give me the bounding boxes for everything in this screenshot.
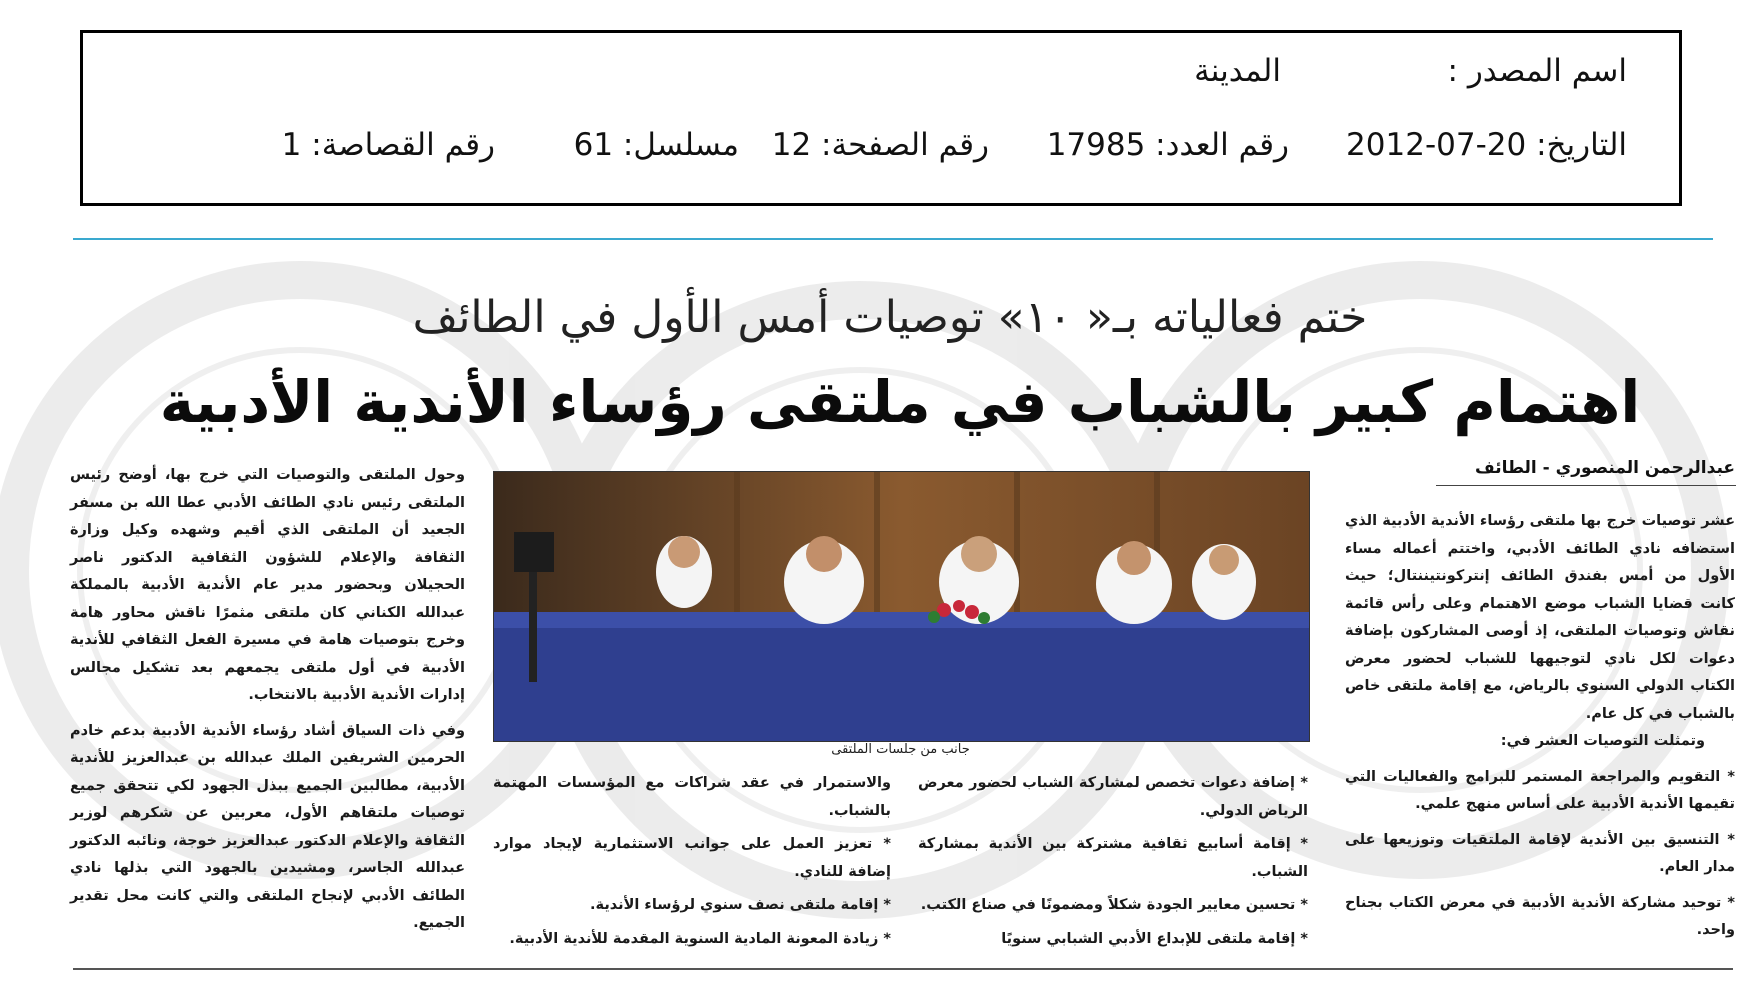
bottom-rule [73,968,1733,970]
source-value: المدينة [1194,53,1281,89]
photo-caption: جانب من جلسات الملتقى [831,742,970,757]
source-label: اسم المصدر : [1447,53,1627,89]
date-field: التاريخ: 20-07-2012 [1346,127,1627,163]
meeting-photo-drawing [494,472,1309,741]
meeting-photo [493,471,1310,742]
paragraph: عشر توصيات خرج بها ملتقى رؤساء الأندية الأدبية الذي استضافه نادي الطائف الأدبي، واختتم أعماله مساء الأول من أمس بفندق الطائف إنتركونتيننتال؛ حيث كانت قضايا الشباب موضع الاهتمام وعلى رأس قائمة نقاش وتوصيات الملتقى، إذ أوصى المشاركون بإضافة دعوات لكل نادي لتوجيهها للشباب لحضور معرض الكتاب الدولي السنوي بالرياض، مع إقامة ملتقى خاص بالشباب في كل عام. [1345,513,1735,722]
list-item: * إقامة ملتقى نصف سنوي لرؤساء الأندية. [590,897,891,913]
article-column-3 [493,770,891,953]
paragraph: وتمثلت التوصيات العشر في: [1500,733,1705,749]
page-number: رقم الصفحة: 12 [771,127,989,163]
byline-rule [1436,485,1736,486]
list-item: * إضافة دعوات تخصص لمشاركة الشباب لحضور معرض الرياض الدولي. [918,775,1308,819]
list-item: * زيادة المعونة المادية السنوية المقدمة للأندية الأدبية. [509,930,891,947]
list-item: * تعزيز العمل على جوانب الاستثمارية لإيجاد موارد إضافة للنادي. [493,836,891,880]
list-item: * توحيد مشاركة الأندية الأدبية في معرض الكتاب بجناح واحد. [1345,894,1735,938]
byline: عبدالرحمن المنصوري - الطائف [1474,458,1735,478]
article-column-4 [70,462,465,938]
article-column-1 [1345,508,1735,945]
article-column-2 [918,770,1308,953]
paragraph: وحول الملتقى والتوصيات التي خرج بها، أوضح رئيس الملتقى رئيس نادي الطائف الأدبي عطا الله بن مسفر الجعيد أن الملتقى الذي أقيم وشهده وكيل وزارة الثقافة والإعلام للشؤون الثقافية الدكتور ناصر الحجيلان وبحضور مدير عام الأندية الأدبية بالمملكة عبدالله الكناني كان ملتقى مثمرًا ناقش محاور هامة وخرج بتوصيات هامة في مسيرة الفعل الثقافي للأندية الأدبية في أول ملتقى يجمعهم بعد تشكيل مجالس إدارات الأندية الأدبية بالانتخاب. [70,467,465,703]
clip-number: رقم القصاصة: 1 [281,127,495,163]
list-item: * التنسيق بين الأندية لإقامة الملتقيات وتوزيعها على مدار العام. [1345,831,1735,875]
serial-number: مسلسل: 61 [573,127,739,163]
list-item: * التقويم والمراجعة المستمر للبرامج والفعاليات التي تقيمها الأندية الأدبية على أساس منهج علمي. [1345,768,1735,812]
source-info-box [80,30,1682,206]
list-item: * إقامة أسابيع ثقافية مشتركة بين الأندية بمشاركة الشباب. [918,836,1308,880]
list-item: * تحسين معايير الجودة شكلاً ومضمونًا في صناع الكتب. [920,897,1308,913]
issue-number: رقم العدد: 17985 [1046,127,1289,163]
article-headline: اهتمام كبير بالشباب في ملتقى رؤساء الأندية الأدبية [159,368,1641,436]
paragraph: وفي ذات السياق أشاد رؤساء الأندية الأدبية بدعم خادم الحرمين الشريفين الملك عبدالله بن عبدالعزيز للأندية الأدبية، مطالبين الجميع ببذل الجهود لكي تتحقق جميع توصيات ملتقاهم الأول، معربين عن شكرهم لوزير الثقافة والإعلام الدكتور عبدالعزيز خوجة، ونائبه الدكتور عبدالله الجاسر، ومشيدين بالجهود التي بذلها نادي الطائف الأدبي لإنجاح الملتقى والتي كانت محل تقدير الجميع. [70,722,465,931]
list-item: * إقامة ملتقى للإبداع الأدبي الشبابي سنويًا [1001,930,1308,947]
list-item: والاستمرار في عقد شراكات مع المؤسسات المهتمة بالشباب. [493,775,891,819]
article-kicker: ختم فعالياته بـ« ١٠» توصيات أمس الأول في الطائف [412,292,1368,343]
header-divider [73,238,1713,240]
